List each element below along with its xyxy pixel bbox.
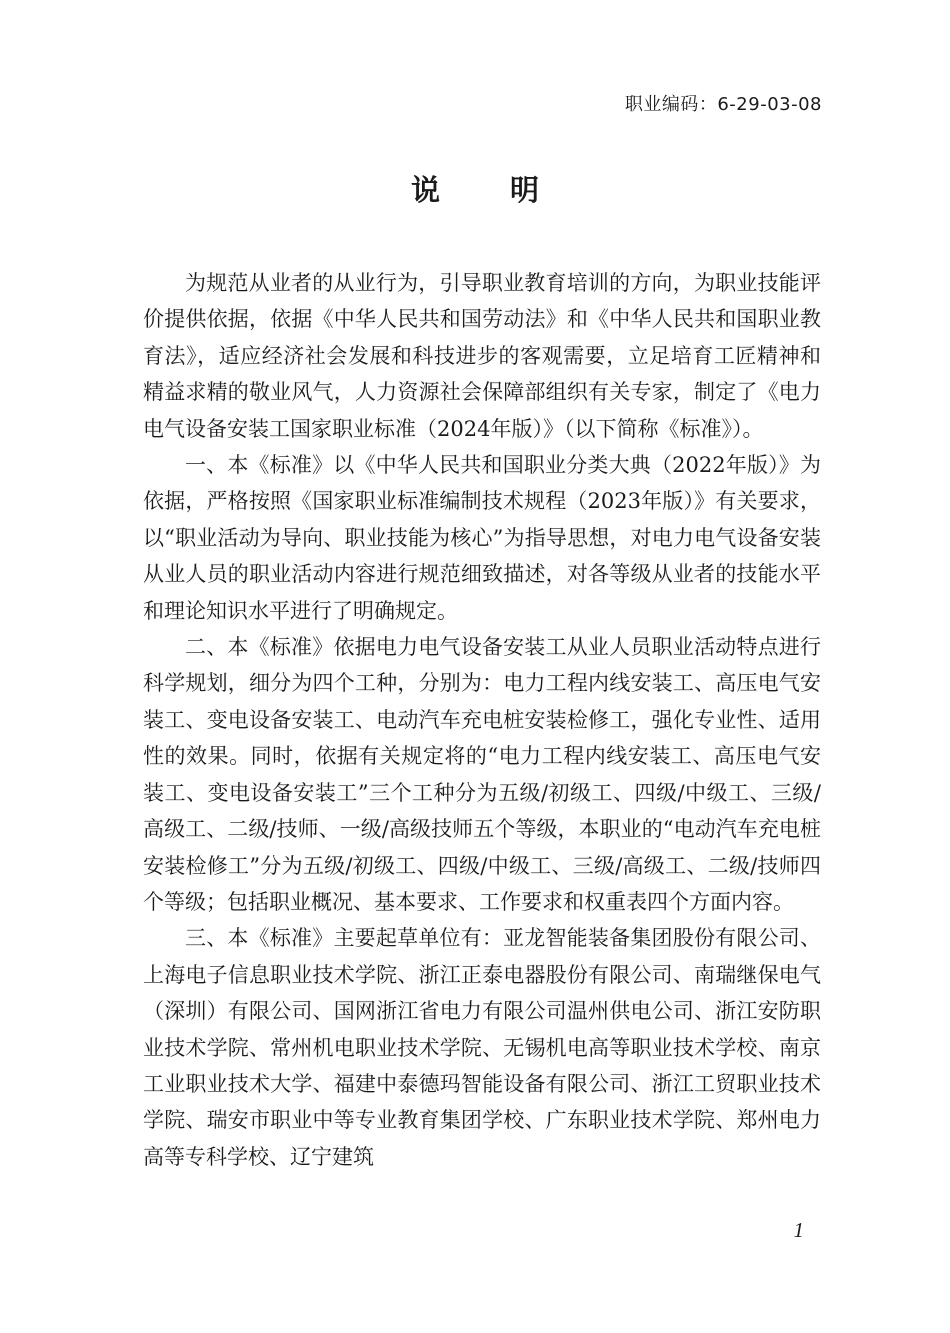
- page-number: 1: [793, 1218, 804, 1242]
- page-title: 说明: [410, 173, 609, 207]
- occupation-code: 职业编码：6-29-03-08: [624, 94, 822, 115]
- paragraph-two: 二、本《标准》依据电力电气设备安装工从业人员职业活动特点进行科学规划，细分为四个工种，分别为：电力工程内线安装工、高压电气安装工、变电设备安装工、电动汽车充电桩安装检修工，强化专业性、适用性的效果。同时，依据有关规定将的“电力工程内线安装工、高压电气安装工、变电设备安装工”三个工种分为五级/初级工、四级/中级工、三级/高级工、二级/技师、一级/高级技师五个等级，本职业的“电动汽车充电桩安装检修工”分为五级/初级工、四级/中级工、三级/高级工、二级/技师四个等级；包括职业概况、基本要求、工作要求和权重表四个方面内容。: [143, 635, 821, 914]
- document-body: [143, 265, 821, 1175]
- paragraph-three: 三、本《标准》主要起草单位有：亚龙智能装备集团股份有限公司、上海电子信息职业技术学院、浙江正泰电器股份有限公司、南瑞继保电气（深圳）有限公司、国网浙江省电力有限公司温州供电公司、浙江安防职业技术学院、常州机电职业技术学院、无锡机电高等职业技术学校、南京工业职业技术大学、福建中泰德玛智能设备有限公司、浙江工贸职业技术学院、瑞安市职业中等专业教育集团学校、广东职业技术学院、郑州电力高等专科学校、辽宁建筑: [143, 926, 821, 1169]
- paragraph-one: 一、本《标准》以《中华人民共和国职业分类大典（2022年版）》为依据，严格按照《国家职业标准编制技术规程（2023年版）》有关要求，以“职业活动为导向、职业技能为核心”为指导思想，对电力电气设备安装从业人员的职业活动内容进行规范细致描述，对各等级从业者的技能水平和理论知识水平进行了明确规定。: [143, 453, 821, 623]
- paragraph-intro: 为规范从业者的从业行为，引导职业教育培训的方向，为职业技能评价提供依据，依据《中华人民共和国劳动法》和《中华人民共和国职业教育法》，适应经济社会发展和科技进步的客观需要，立足培育工匠精神和精益求精的敬业风气，人力资源社会保障部组织有关专家，制定了《电力电气设备安装工国家职业标准（2024年版）》（以下简称《标准》）。: [143, 271, 821, 441]
